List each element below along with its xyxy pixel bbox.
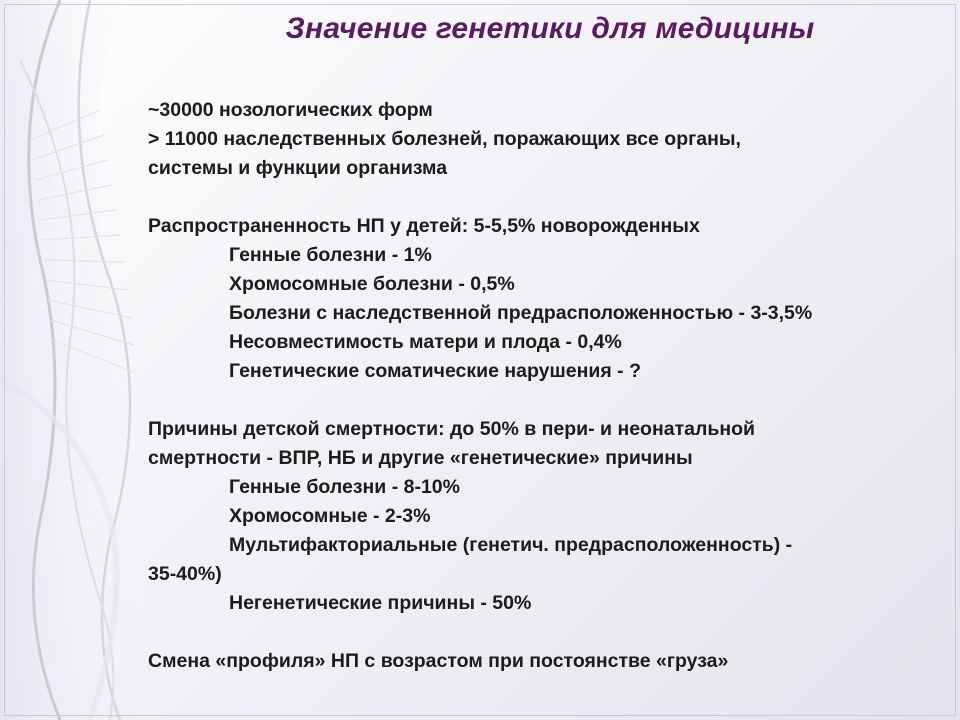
hereditary-diseases-line: > 11000 наследственных болезней, поражающих все органы,: [148, 128, 741, 150]
prevalence-item: Генетические соматические нарушения - ?: [229, 360, 641, 382]
spacer: [148, 183, 948, 212]
slide-title-text: Значение генетики для медицины: [285, 12, 815, 45]
slide-body: [148, 96, 948, 676]
mortality-item: Генные болезни - 8-10%: [229, 476, 460, 498]
organism-systems-line: системы и функции организма: [148, 157, 448, 179]
prevalence-item: Несовместимость матери и плода - 0,4%: [229, 331, 622, 353]
prevalence-item: Болезни с наследственной предрасположенностью - 3-3,5%: [229, 302, 813, 324]
mortality-item-wrap: 35-40%): [148, 563, 222, 585]
mortality-item: Мультифакториальные (генетич. предрасположенность) -: [229, 534, 793, 556]
mortality-heading-line1: Причины детской смертности: до 50% в пери- и неонатальной: [148, 418, 756, 440]
spacer: [148, 618, 948, 647]
spacer: [148, 386, 948, 415]
nosological-forms-line: ~30000 нозологических форм: [148, 99, 433, 121]
mortality-item: Хромосомные - 2-3%: [229, 505, 431, 527]
mortality-item: Негенетические причины - 50%: [229, 592, 532, 614]
slide-title: [0, 12, 960, 46]
prevalence-item: Хромосомные болезни - 0,5%: [229, 273, 515, 295]
prevalence-heading: Распространенность НП у детей: 5-5,5% новорожденных: [148, 215, 700, 237]
profile-change-line: Смена «профиля» НП с возрастом при постоянстве «груза»: [148, 650, 729, 672]
mortality-heading-line2: смертности - ВПР, НБ и другие «генетические» причины: [148, 447, 693, 469]
prevalence-item: Генные болезни - 1%: [229, 244, 432, 266]
